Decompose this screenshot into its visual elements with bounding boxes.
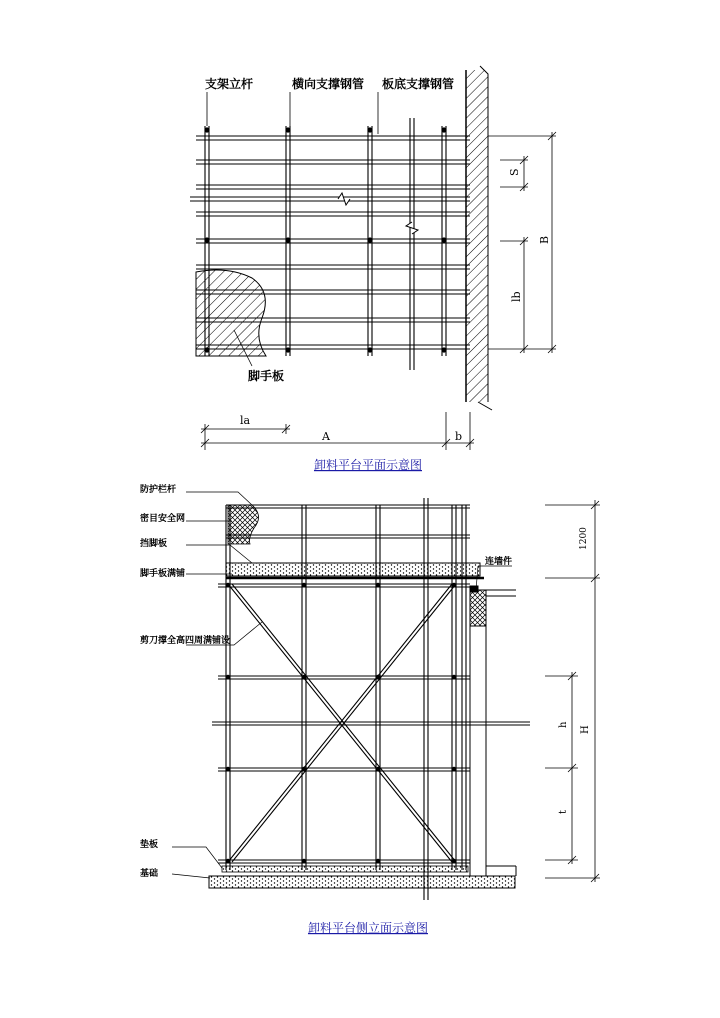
- side-dim-H: H: [580, 725, 591, 734]
- side-guardrails: [226, 505, 470, 538]
- plan-dim-b: b: [455, 430, 463, 443]
- side-pad: [222, 866, 468, 872]
- plan-dim-lb: lb: [510, 291, 523, 302]
- plan-break-mark-v: [406, 222, 418, 234]
- plan-label-bottom-support: 板底支撑钢管: [382, 77, 455, 91]
- plan-label-transverse: 横向支撑钢管: [292, 77, 365, 91]
- plan-dim-la: la: [240, 414, 251, 427]
- side-label-wall-tie: 连墙件: [485, 557, 513, 567]
- side-label-railing: 防护栏杆: [140, 485, 177, 495]
- plan-board-hatch: [196, 270, 266, 356]
- side-deck: [226, 563, 480, 576]
- plan-break-mark-h: [338, 193, 350, 205]
- side-view: [172, 492, 600, 900]
- side-label-toeboard: 挡脚板: [140, 539, 168, 549]
- side-label-scissor-brace: 剪刀撑全高四周满铺设: [140, 636, 231, 646]
- plan-dim-s: S: [508, 168, 521, 176]
- side-label-base: 基础: [140, 869, 159, 879]
- side-caption: 卸料平台侧立面示意图: [307, 921, 429, 935]
- side-dim-right: [545, 500, 600, 882]
- plan-view: [190, 66, 556, 450]
- plan-dim-B: B: [538, 235, 551, 244]
- plan-dim-A: A: [322, 430, 330, 443]
- plan-label-pole: 支架立杆: [205, 77, 254, 91]
- plan-caption: 卸料平台平面示意图: [313, 458, 423, 472]
- side-cross-brace: [228, 584, 456, 862]
- plan-label-board: 脚手板: [248, 369, 285, 383]
- side-poles: [226, 498, 466, 900]
- side-dim-t: t: [558, 809, 569, 814]
- side-building: [470, 586, 516, 876]
- side-label-board-full: 脚手板满铺: [140, 569, 186, 579]
- side-dim-h: h: [558, 721, 569, 728]
- side-dim-1200: 1200: [579, 527, 589, 550]
- side-base: [209, 876, 515, 888]
- side-label-net: 密目安全网: [140, 514, 186, 524]
- side-leaders: [172, 492, 512, 878]
- plan-wall: [466, 66, 492, 410]
- side-label-pad: 垫板: [140, 840, 159, 850]
